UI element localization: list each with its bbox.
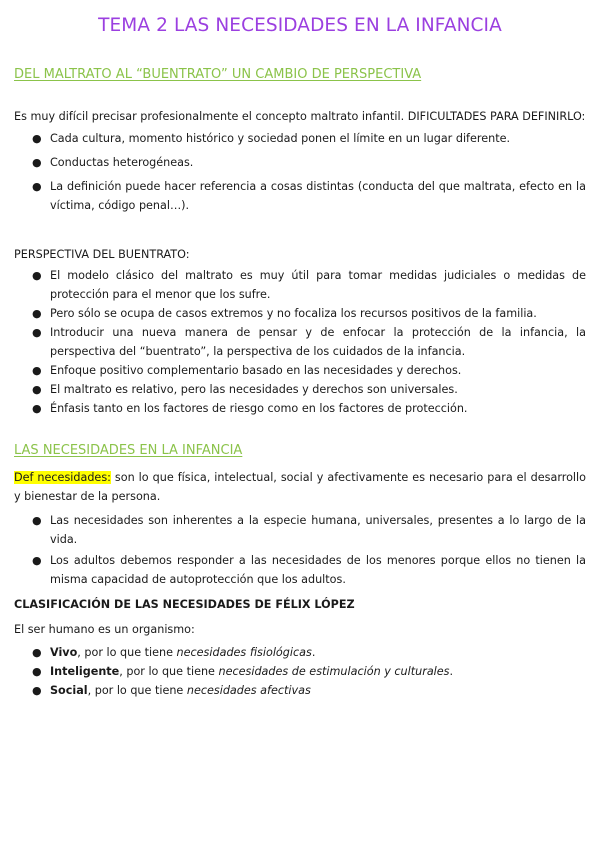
bullet-icon: ● — [32, 180, 42, 193]
list-item: ● Introducir una nueva manera de pensar y de enfocar la protección de la infancia, la perspectiva del “buentrato”, la perspectiva de los cuidados de la infancia. — [14, 323, 586, 361]
list-item: ● Las necesidades son inherentes a la especie humana, universales, presentes a lo largo de la vida. — [14, 511, 586, 549]
section-heading-maltrato: DEL MALTRATO AL “BUENTRATO” UN CAMBIO DE PERSPECTIVA — [14, 67, 422, 82]
page-title: TEMA 2 LAS NECESIDADES EN LA INFANCIA — [98, 15, 502, 36]
list-item: ● Inteligente, por lo que tiene necesidades de estimulación y culturales. — [14, 662, 586, 681]
bullet-icon: ● — [32, 402, 42, 415]
bullet-icon: ● — [32, 156, 42, 169]
bullet-icon: ● — [32, 665, 42, 678]
bullet-icon: ● — [32, 646, 42, 659]
list-item: ● Social, por lo que tiene necesidades afectivas — [14, 681, 586, 700]
intro-paragraph: Es muy difícil precisar profesionalmente el concepto maltrato infantil. DIFICULTADES PARA DEFINIRLO: — [14, 110, 586, 123]
definition-label: Def necesidades: — [14, 471, 111, 484]
clasificacion-heading: CLASIFICACIÓN DE LAS NECESIDADES DE FÉLIX LÓPEZ — [14, 598, 355, 611]
definition-paragraph — [14, 468, 586, 506]
bullet-icon: ● — [32, 364, 42, 377]
bullet-icon: ● — [32, 132, 42, 145]
bullet-icon: ● — [32, 326, 42, 339]
bullet-icon: ● — [32, 383, 42, 396]
buentrato-list — [14, 266, 586, 418]
bullet-icon: ● — [32, 554, 42, 567]
list-item: ● Vivo, por lo que tiene necesidades fisiológicas. — [14, 643, 586, 662]
list-item: ● Cada cultura, momento histórico y sociedad ponen el límite en un lugar diferente. — [14, 129, 586, 148]
list-item: ● Los adultos debemos responder a las necesidades de los menores porque ellos no tienen la misma capacidad de autoprotección que los adultos. — [14, 551, 586, 589]
difficulties-list — [14, 129, 586, 215]
section-heading-necesidades: LAS NECESIDADES EN LA INFANCIA — [14, 443, 243, 458]
definition-text: son lo que física, intelectual, social y afectivamente es necesario para el desarrollo y bienestar de la persona. — [14, 471, 586, 503]
organismo-intro: El ser humano es un organismo: — [14, 623, 195, 636]
list-item: ● Conductas heterogéneas. — [14, 153, 586, 172]
list-item: ● Pero sólo se ocupa de casos extremos y no focaliza los recursos positivos de la familia. — [14, 304, 586, 323]
bullet-icon: ● — [32, 684, 42, 697]
bullet-icon: ● — [32, 269, 42, 282]
list-item: ● La definición puede hacer referencia a cosas distintas (conducta del que maltrata, efecto en la víctima, código penal…). — [14, 177, 586, 215]
organismo-list — [14, 643, 586, 700]
list-item: ● El modelo clásico del maltrato es muy útil para tomar medidas judiciales o medidas de protección para el menor que los sufre. — [14, 266, 586, 304]
list-item: ● Enfoque positivo complementario basado en las necesidades y derechos. — [14, 361, 586, 380]
bullet-icon: ● — [32, 514, 42, 527]
buentrato-heading: PERSPECTIVA DEL BUENTRATO: — [14, 248, 190, 261]
necesidades-list — [14, 511, 586, 589]
list-item: ● Énfasis tanto en los factores de riesgo como en los factores de protección. — [14, 399, 586, 418]
list-item: ● El maltrato es relativo, pero las necesidades y derechos son universales. — [14, 380, 586, 399]
bullet-icon: ● — [32, 307, 42, 320]
